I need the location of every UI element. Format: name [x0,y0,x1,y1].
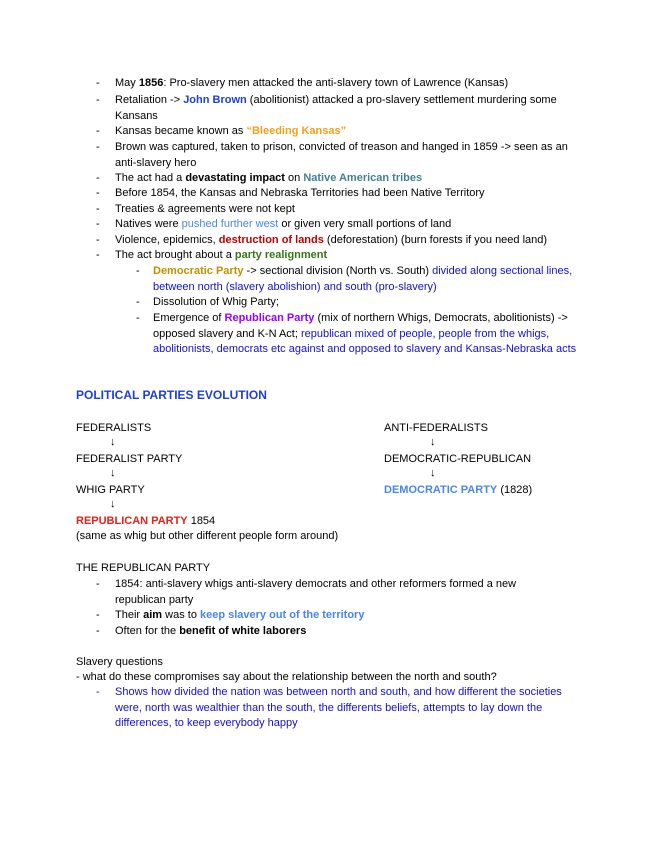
bullet-text-part: Retaliation -> [115,94,184,106]
bullet-text-part: The act brought about a [115,249,235,261]
bullet-item [115,124,590,140]
anti-federalists-label: ANTI-FEDERALISTS [384,422,488,434]
bullet-text-part: (deforestation) (burn forests if you need land) [323,234,548,246]
section-heading: POLITICAL PARTIES EVOLUTION [76,388,267,402]
bullet-dash: - [96,141,100,153]
arrow-down-icon: ↓ [110,498,116,510]
bullet-dash: - [96,125,100,137]
bullet-text-part: Natives were [115,218,182,230]
bullet-text-part: Their [115,609,144,621]
bullet-dash: - [96,172,100,184]
bullet-dash: - [96,187,100,199]
bullet-text-part: Dissolution of Whig Party; [153,296,279,308]
bullet-dash: - [96,218,100,230]
republican-note: (same as whig but other different people form around) [76,530,339,542]
bullet-dash: - [96,625,100,637]
bullet-text-part: keep slavery out of the territory [200,609,365,621]
republican-section-title: THE REPUBLICAN PARTY [76,562,211,574]
arrow-down-icon: ↓ [430,436,436,448]
bullet-item [115,624,565,640]
bullet-dash: - [96,203,100,215]
bullet-item [115,202,590,218]
bullet-text-part: 1854: anti-slavery whigs anti-slavery democrats and other reformers formed a new republican party [115,578,517,606]
arrow-down-icon: ↓ [110,436,116,448]
bullet-item [153,295,583,311]
whig-party-label: WHIG PARTY [76,484,145,496]
bullet-text-part: (mix of northern Whigs, Democrats, abolitionists) -> opposed slavery and K-N Act; [153,312,568,340]
bullet-item [115,233,590,249]
bullet-text-part: Emergence of [153,312,225,324]
bullet-dash: - [96,77,100,89]
slavery-question: - what do these compromises say about the relationship between the north and south? [76,671,497,683]
slavery-answer: Shows how divided the nation was between north and south, and how different the societies were, north was wealthier than the south, the differents beliefs, attempts to lay down the differences, to keep everybody happy [115,686,562,729]
bullet-text-part: The act had a [115,172,186,184]
federalist-party-label: FEDERALIST PARTY [76,453,183,465]
bullet-text-part: 1856 [138,77,164,89]
bullet-item [115,186,590,202]
democratic-year: (1828) [497,484,533,496]
bullet-dash: - [96,686,100,698]
bullet-text-part: Treaties & agreements were not kept [115,203,295,215]
bullet-item [153,311,583,358]
bullet-item [115,577,565,608]
bullet-item [115,171,590,187]
bullet-item [115,93,590,124]
democratic-party-entry [384,483,532,498]
democratic-party-label: DEMOCRATIC PARTY [384,484,498,496]
bullet-item [115,140,590,171]
bullet-text-part: -> sectional division (North vs. South) [243,265,433,277]
republican-party-label: REPUBLICAN PARTY [76,515,188,527]
bullet-dash: - [96,578,100,590]
bullet-text-part: “Bleeding Kansas” [246,125,347,137]
bullet-text-part: May [115,77,139,89]
bullet-text-part: republican mixed of people, people from the whigs, abolitionists, democrats etc against and opposed to slavery and Kansas-Nebraska acts [153,327,577,355]
bullet-text-part: Native American tribes [303,172,423,184]
bullet-text-part: pushed further west [181,218,279,230]
democratic-republican-label: DEMOCRATIC-REPUBLICAN [384,453,532,465]
bullet-text-part: Republican Party [224,312,315,324]
bullet-item [115,608,565,624]
bullet-dash: - [96,234,100,246]
bullet-text-part: divided along sectional lines, between north (slavery abolishion) and south (pro-slavery) [153,265,573,293]
bullet-text-part: aim [143,609,163,621]
bullet-dash: - [96,249,100,261]
bullet-dash: - [136,312,140,324]
bullet-text-part: or given very small portions of land [278,218,452,230]
bullet-item [153,264,583,295]
bullet-text-part: Democratic Party [153,265,244,277]
bullet-text-part: Violence, epidemics, [115,234,219,246]
bullet-text-part: party realignment [234,249,328,261]
republican-party-entry [76,514,215,529]
slavery-title: Slavery questions [76,656,163,668]
bullet-dash: - [136,296,140,308]
arrow-down-icon: ↓ [110,467,116,479]
federalists-label: FEDERALISTS [76,422,152,434]
republican-year: 1854 [187,515,216,527]
bullet-text-part: destruction of lands [218,234,324,246]
arrow-down-icon: ↓ [430,467,436,479]
bullet-text-part: Brown was captured, taken to prison, convicted of treason and hanged in 1859 -> seen as an anti-slavery hero [115,141,568,169]
bullet-dash: - [136,265,140,277]
bullet-text-part: : Pro-slavery men attacked the anti-slavery town of Lawrence (Kansas) [163,77,509,89]
bullet-text-part: was to [162,609,200,621]
bullet-text-part: on [284,172,304,184]
bullet-text-part: Before 1854, the Kansas and Nebraska Territories had been Native Territory [115,187,485,199]
bullet-text-part: benefit of white laborers [179,625,307,637]
bullet-dash: - [96,94,100,106]
bullet-dash: - [96,609,100,621]
bullet-text-part: devastating impact [185,172,285,184]
bullet-text-part: (abolitionist) attacked a pro-slavery settlement murdering some Kansans [115,94,557,122]
bullet-text-part: John Brown [183,94,247,106]
bullet-text-part: Often for the [115,625,180,637]
bullet-item [115,217,590,233]
bullet-item [115,248,590,264]
bullet-text-part: Kansas became known as [115,125,247,137]
bullet-item [115,76,590,92]
